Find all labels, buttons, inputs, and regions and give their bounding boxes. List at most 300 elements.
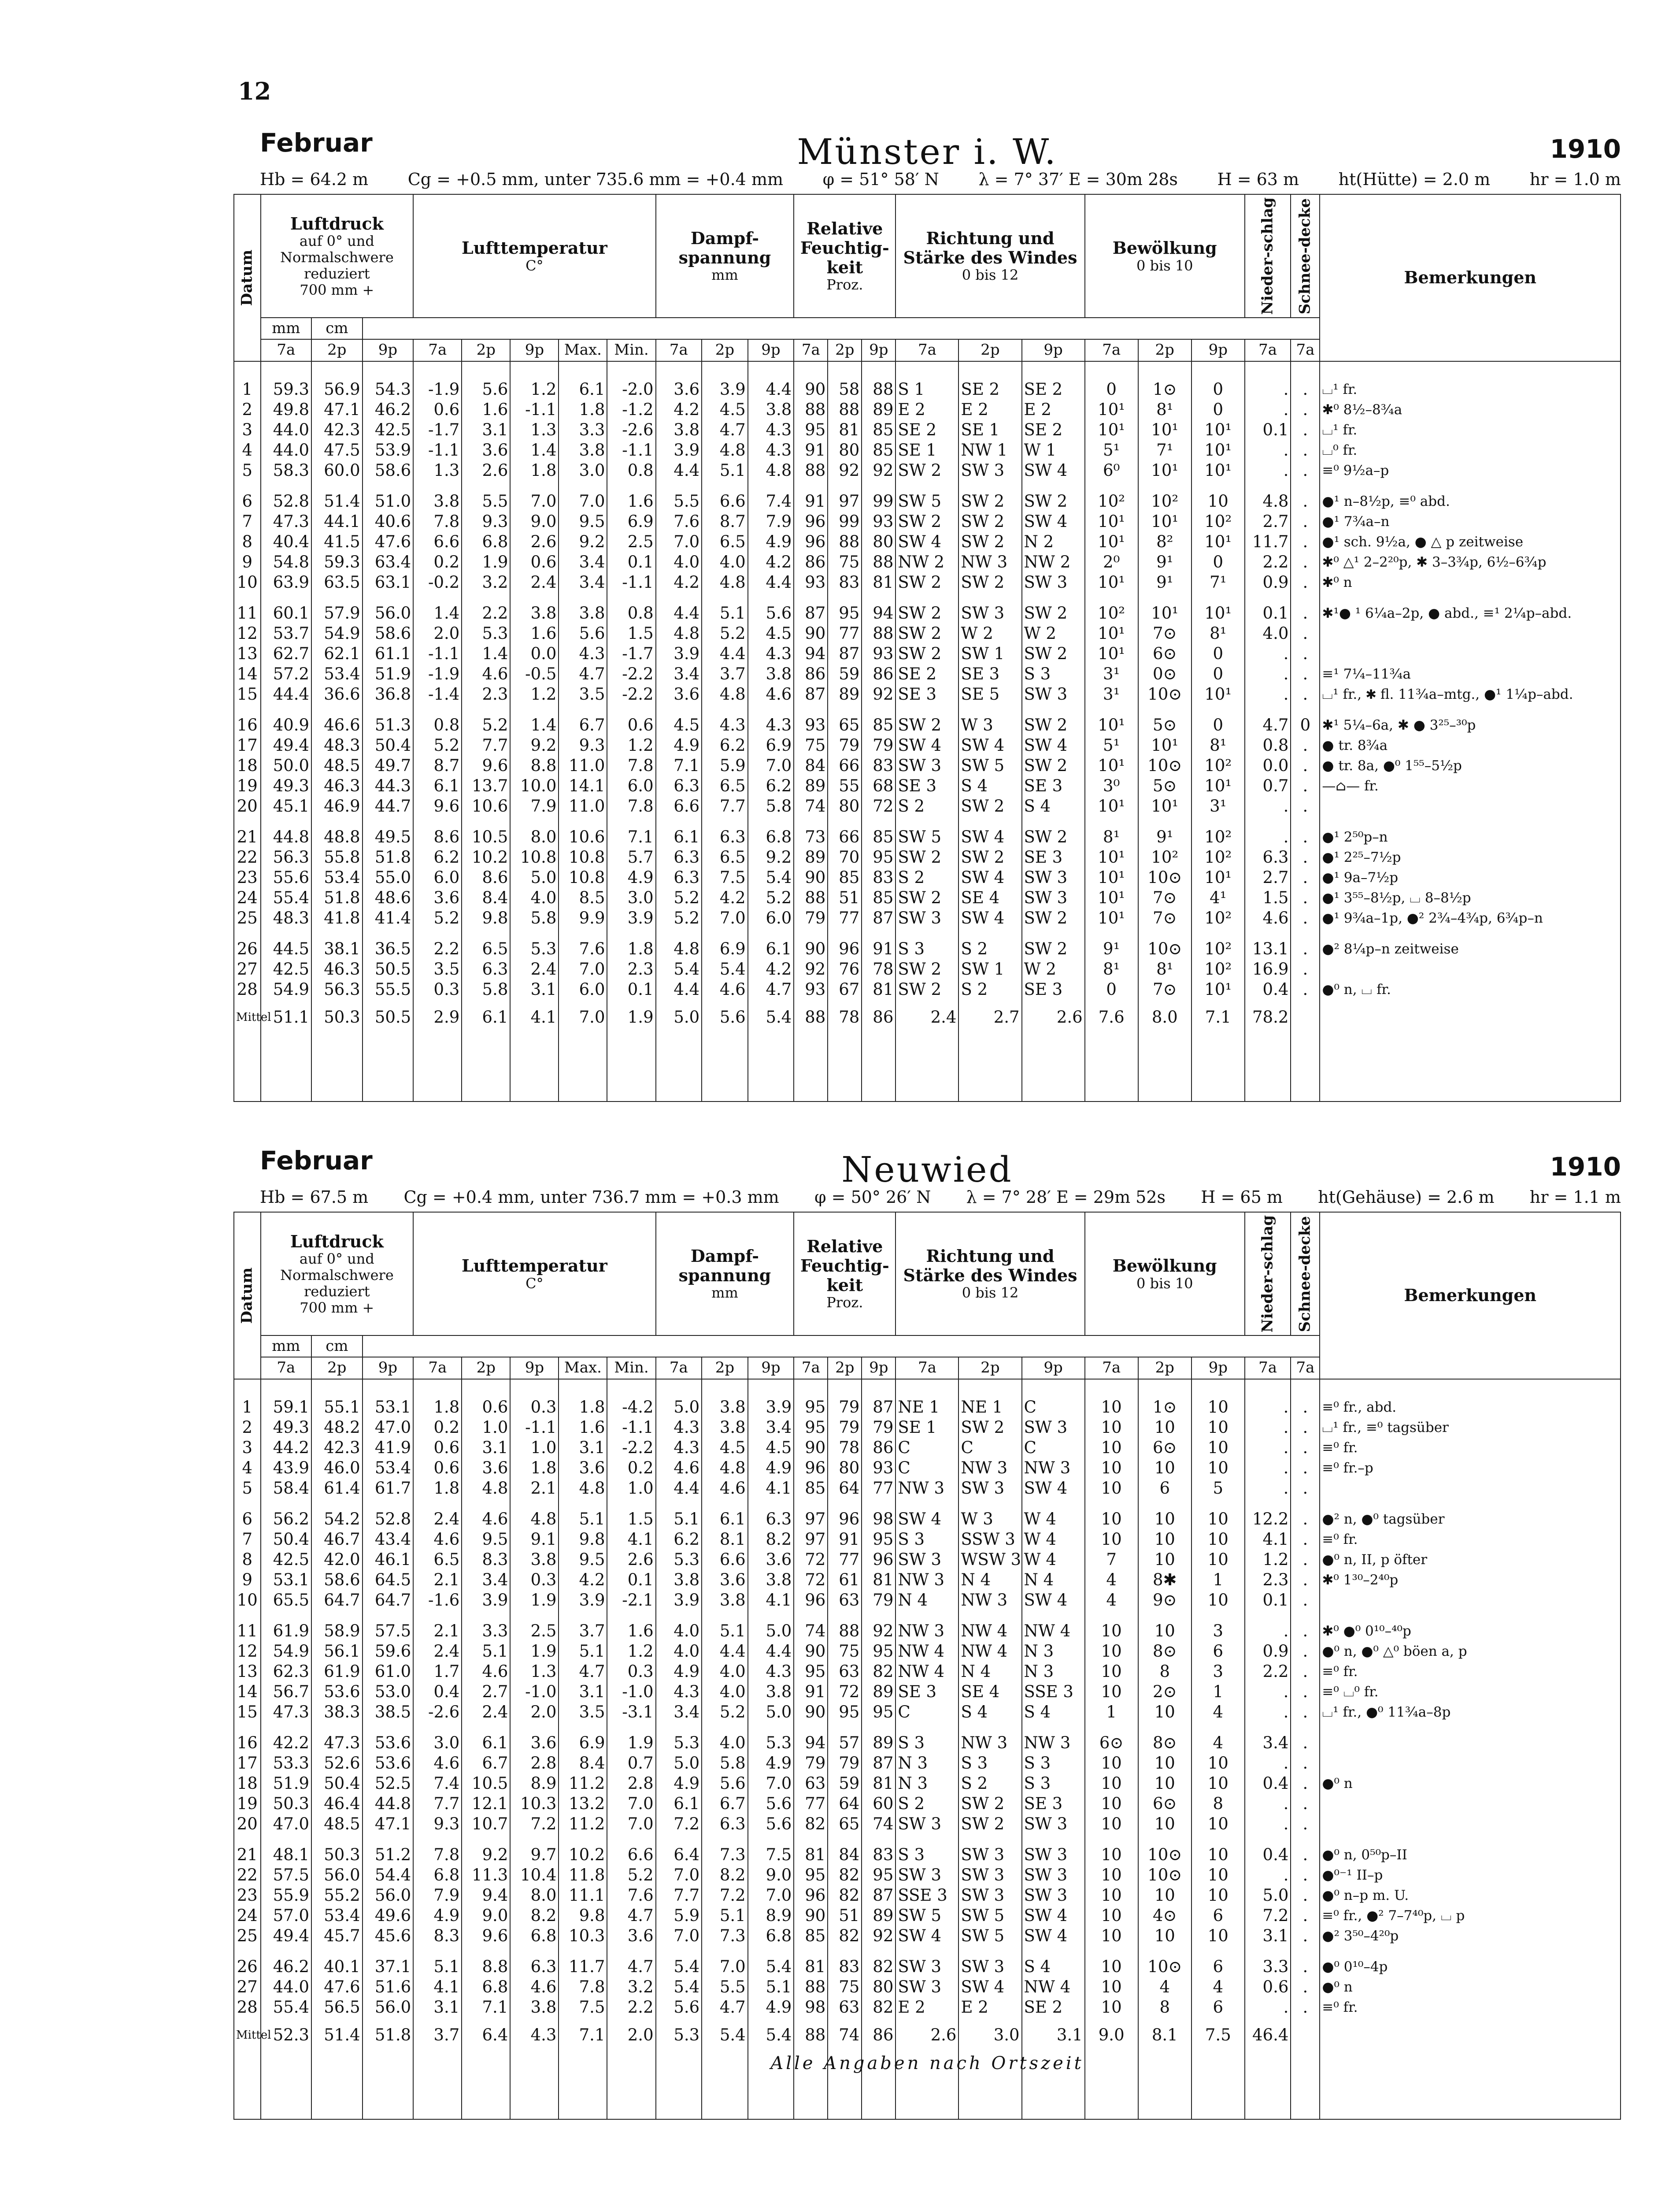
cell-pressure: 53.0 <box>363 1682 414 1702</box>
gap-cell <box>1291 816 1320 827</box>
filler-cell <box>828 1035 862 1102</box>
cell-wind: SE 3 <box>1022 847 1085 868</box>
cell-humidity: 90 <box>794 1906 828 1926</box>
gap-cell <box>559 481 607 491</box>
cell-cloud: 7⊙ <box>1138 908 1192 928</box>
cell-cloud: 10⊙ <box>1138 868 1192 888</box>
cell-date: 13 <box>234 1662 261 1682</box>
cell-pressure: 51.3 <box>363 715 414 735</box>
cell-temperature: 3.8 <box>559 440 607 460</box>
gap-cell <box>462 705 510 715</box>
cell-pressure: 49.3 <box>261 776 312 796</box>
gap-cell <box>702 481 748 491</box>
th-time-min: Min. <box>607 1357 655 1379</box>
cell-pressure: 56.1 <box>311 1641 363 1662</box>
cell-vapor: 3.6 <box>702 1570 748 1590</box>
gap-cell <box>261 1610 312 1621</box>
cell-pressure: 59.3 <box>261 361 312 400</box>
cell-vapor: 6.1 <box>656 827 702 847</box>
cell-wind: SE 5 <box>958 684 1021 705</box>
cell-pressure: 50.3 <box>311 1000 363 1035</box>
cell-pressure: 49.4 <box>261 735 312 756</box>
cell-vapor: 3.8 <box>748 1570 794 1590</box>
gap-cell <box>510 1834 559 1845</box>
cell-precipitation: 7.2 <box>1245 1906 1291 1926</box>
cell-humidity: 78 <box>862 959 896 979</box>
cell-humidity: 93 <box>794 572 828 593</box>
cell-snow: . <box>1291 644 1320 664</box>
cell-wind: 2.4 <box>896 1000 958 1035</box>
gap-cell <box>261 1722 312 1733</box>
cell-pressure: 52.3 <box>261 2018 312 2053</box>
cell-temperature: 0.6 <box>510 552 559 572</box>
cell-cloud: 8¹ <box>1192 735 1245 756</box>
cell-temperature: -1.4 <box>413 684 462 705</box>
cell-pressure: 53.4 <box>363 1458 414 1478</box>
cell-temperature: 4.3 <box>510 2018 559 2053</box>
cell-cloud: 10¹ <box>1085 715 1138 735</box>
cell-humidity: 61 <box>828 1570 862 1590</box>
cell-date: 3 <box>234 420 261 440</box>
cell-pressure: 64.7 <box>363 1590 414 1610</box>
cell-temperature: 7.0 <box>559 959 607 979</box>
cell-temperature: 5.1 <box>559 1509 607 1529</box>
cell-date: 7 <box>234 512 261 532</box>
cell-wind: SW 4 <box>958 868 1021 888</box>
cell-humidity: 94 <box>862 603 896 623</box>
gap-cell <box>234 1610 261 1621</box>
cell-humidity: 85 <box>794 1478 828 1498</box>
cell-vapor: 3.8 <box>748 664 794 684</box>
cell-precipitation: 2.7 <box>1245 512 1291 532</box>
cell-vapor: 4.6 <box>702 979 748 1000</box>
cell-pressure: 42.2 <box>261 1733 312 1753</box>
gap-cell <box>1138 593 1192 603</box>
cell-pressure: 47.3 <box>261 512 312 532</box>
cell-wind: SW 4 <box>958 908 1021 928</box>
cell-temperature: 2.8 <box>607 1773 655 1794</box>
cell-wind: SW 5 <box>896 491 958 512</box>
cell-humidity: 88 <box>794 460 828 481</box>
cell-cloud: 0 <box>1192 361 1245 400</box>
header-lufttemperatur: Lufttemperatur <box>462 237 607 258</box>
table-row <box>234 552 1621 572</box>
cell-snow: . <box>1291 756 1320 776</box>
th-time-t9: 9p <box>363 1357 414 1379</box>
cell-wind: NW 3 <box>896 1478 958 1498</box>
row-gap <box>234 1946 1621 1957</box>
cell-pressure: 57.9 <box>311 603 363 623</box>
cell-temperature: 6.9 <box>559 1733 607 1753</box>
cell-temperature: 1.9 <box>607 1733 655 1753</box>
cell-snow: . <box>1291 1621 1320 1641</box>
cell-temperature: 0.2 <box>413 1417 462 1438</box>
cell-date: 2 <box>234 400 261 420</box>
cell-remarks: ●² 3⁵⁰–4²⁰p <box>1320 1926 1621 1946</box>
filler-cell <box>1022 1035 1085 1102</box>
cell-wind: SE 3 <box>958 664 1021 684</box>
filler-cell <box>1291 1035 1320 1102</box>
cell-humidity: 95 <box>862 1865 896 1885</box>
header-row-groups <box>234 1212 1621 1335</box>
cell-snow: . <box>1291 664 1320 684</box>
cell-date: 11 <box>234 1621 261 1641</box>
cell-vapor: 5.8 <box>702 1753 748 1773</box>
cell-precipitation: 16.9 <box>1245 959 1291 979</box>
gap-cell <box>1192 816 1245 827</box>
gap-cell <box>794 928 828 939</box>
cell-wind: SW 3 <box>1022 572 1085 593</box>
cell-pressure: 51.8 <box>311 888 363 908</box>
cell-humidity: 57 <box>828 1733 862 1753</box>
cell-temperature: 5.2 <box>413 735 462 756</box>
cell-wind: C <box>958 1438 1021 1458</box>
cell-wind: NE 1 <box>958 1379 1021 1417</box>
cell-humidity: 79 <box>794 908 828 928</box>
cell-wind: N 4 <box>896 1590 958 1610</box>
cell-humidity: 85 <box>862 440 896 460</box>
cell-temperature: 7.8 <box>607 756 655 776</box>
cell-date: 15 <box>234 684 261 705</box>
gap-cell <box>462 928 510 939</box>
cell-temperature: 3.2 <box>607 1977 655 1997</box>
cell-vapor: 3.4 <box>748 1417 794 1438</box>
cell-wind: SSE 3 <box>1022 1682 1085 1702</box>
table-row <box>234 959 1621 979</box>
cell-vapor: 7.0 <box>656 532 702 552</box>
cell-temperature: 2.8 <box>510 1753 559 1773</box>
th-time-t9: 9p <box>862 339 896 361</box>
gap-cell <box>510 1722 559 1733</box>
th-time-t7: 7a <box>656 339 702 361</box>
cell-cloud: 10 <box>1192 1529 1245 1550</box>
cell-temperature: 2.0 <box>510 1702 559 1722</box>
cell-precipitation: . <box>1245 400 1291 420</box>
cell-vapor: 4.3 <box>748 1662 794 1682</box>
cell-cloud: 4¹ <box>1192 888 1245 908</box>
cell-pressure: 57.5 <box>363 1621 414 1641</box>
cell-temperature: 3.1 <box>559 1682 607 1702</box>
cell-pressure: 51.9 <box>261 1773 312 1794</box>
gap-cell <box>828 1610 862 1621</box>
cell-snow: . <box>1291 1926 1320 1946</box>
cell-pressure: 41.5 <box>311 532 363 552</box>
th-time-t2: 2p <box>828 339 862 361</box>
cell-temperature: 4.8 <box>559 1478 607 1498</box>
gap-cell <box>559 1946 607 1957</box>
year-label: 1910 <box>1550 134 1621 164</box>
cell-cloud: 7⊙ <box>1138 979 1192 1000</box>
cell-humidity: 95 <box>794 420 828 440</box>
gap-cell <box>1245 816 1291 827</box>
cell-humidity: 51 <box>828 888 862 908</box>
cell-cloud: 10 <box>1085 1621 1138 1641</box>
cell-wind: N 2 <box>1022 532 1085 552</box>
cell-humidity: 88 <box>862 361 896 400</box>
cell-temperature: -2.6 <box>607 420 655 440</box>
cell-cloud: 10¹ <box>1085 512 1138 532</box>
filler-cell <box>510 1035 559 1102</box>
cell-humidity: 95 <box>862 1529 896 1550</box>
cell-remarks: ●¹ 7¾a–n <box>1320 512 1621 532</box>
cell-temperature: 1.0 <box>462 1417 510 1438</box>
station-parameter: λ = 7° 37′ E = 30m 28s <box>978 170 1178 189</box>
cell-pressure: 49.7 <box>363 756 414 776</box>
cell-snow: . <box>1291 623 1320 644</box>
cell-cloud: 6 <box>1192 1957 1245 1977</box>
cell-temperature: 7.9 <box>510 796 559 816</box>
cell-wind: S 3 <box>1022 664 1085 684</box>
cell-remarks: ●⁰ n, ⌴ fr. <box>1320 979 1621 1000</box>
gap-cell <box>1245 1834 1291 1845</box>
cell-vapor: 4.2 <box>656 572 702 593</box>
table-row <box>234 1865 1621 1885</box>
cell-cloud: 10¹ <box>1085 532 1138 552</box>
gap-cell <box>958 1610 1021 1621</box>
cell-humidity: 96 <box>794 1458 828 1478</box>
cell-cloud: 10 <box>1085 1845 1138 1865</box>
gap-cell <box>1085 593 1138 603</box>
table-row <box>234 512 1621 532</box>
header-luftdruck_sub: auf 0° und Normalschwere reduziert <box>280 1250 394 1300</box>
year-label: 1910 <box>1550 1152 1621 1182</box>
cell-temperature: 1.5 <box>607 623 655 644</box>
cell-humidity: 87 <box>794 684 828 705</box>
cell-temperature: 1.2 <box>510 684 559 705</box>
th-time-t7: 7a <box>413 1357 462 1379</box>
cell-humidity: 78 <box>828 1438 862 1458</box>
gap-cell <box>794 816 828 827</box>
gap-cell <box>1192 928 1245 939</box>
cell-humidity: 95 <box>794 1379 828 1417</box>
cell-temperature: 0.3 <box>607 1662 655 1682</box>
cell-temperature: 1.8 <box>510 460 559 481</box>
cell-precipitation: 0.1 <box>1245 1590 1291 1610</box>
table-row <box>234 460 1621 481</box>
header-dampf_unit: mm <box>711 267 738 284</box>
th-time-t7: 7a <box>1245 1357 1291 1379</box>
cell-date: 17 <box>234 1753 261 1773</box>
station-parameter: φ = 51° 58′ N <box>822 170 939 189</box>
table-row <box>234 776 1621 796</box>
cell-pressure: 48.6 <box>363 888 414 908</box>
cell-temperature: 0.7 <box>607 1753 655 1773</box>
gap-cell <box>1245 593 1291 603</box>
cell-wind: SW 4 <box>1022 1906 1085 1926</box>
cell-temperature: 5.8 <box>510 908 559 928</box>
cell-temperature: 5.3 <box>462 623 510 644</box>
cell-pressure: 60.1 <box>261 603 312 623</box>
table-row <box>234 1529 1621 1550</box>
gap-cell <box>1320 1946 1621 1957</box>
cell-snow: . <box>1291 1702 1320 1722</box>
cell-wind: SW 2 <box>896 644 958 664</box>
cell-cloud: 10 <box>1138 1773 1192 1794</box>
cell-temperature: 8.0 <box>510 1885 559 1906</box>
table-row-mean <box>234 2018 1621 2053</box>
cell-humidity: 63 <box>828 1997 862 2018</box>
header-feuchte: Relative Feuchtig-keit <box>800 219 889 277</box>
cell-humidity: 90 <box>794 939 828 959</box>
station-parameter: Cg = +0.4 mm, unter 736.7 mm = +0.3 mm <box>403 1187 779 1207</box>
header-row-groups <box>234 194 1621 318</box>
cell-vapor: 5.4 <box>702 959 748 979</box>
cell-wind: SW 3 <box>958 1885 1021 1906</box>
cell-wind: SW 4 <box>896 532 958 552</box>
cell-vapor: 3.8 <box>748 1682 794 1702</box>
cell-temperature: 3.4 <box>559 552 607 572</box>
cell-pressure: 53.4 <box>311 664 363 684</box>
observation-table <box>233 1212 1621 2120</box>
cell-precipitation: 0.6 <box>1245 1977 1291 1997</box>
gap-cell <box>1192 481 1245 491</box>
cell-temperature: 5.1 <box>462 1641 510 1662</box>
filler-cell <box>413 1035 462 1102</box>
cell-cloud: 5¹ <box>1085 440 1138 460</box>
row-gap <box>234 593 1621 603</box>
cell-pressure: 44.5 <box>261 939 312 959</box>
cell-vapor: 9.0 <box>748 1865 794 1885</box>
cell-humidity: 92 <box>862 684 896 705</box>
cell-snow: . <box>1291 908 1320 928</box>
cell-pressure: 41.8 <box>311 908 363 928</box>
cell-temperature: -2.2 <box>607 664 655 684</box>
cell-wind: S 2 <box>958 979 1021 1000</box>
cell-temperature: 11.2 <box>559 1814 607 1834</box>
cell-date: 27 <box>234 959 261 979</box>
cell-cloud: 10² <box>1138 847 1192 868</box>
cell-cloud: 8✱ <box>1138 1570 1192 1590</box>
cell-temperature: 10.6 <box>559 827 607 847</box>
table-row <box>234 1702 1621 1722</box>
cell-pressure: 44.3 <box>363 776 414 796</box>
gap-cell <box>1138 928 1192 939</box>
cell-cloud: 10 <box>1085 1814 1138 1834</box>
cell-snow: . <box>1291 400 1320 420</box>
cell-temperature: 5.8 <box>462 979 510 1000</box>
cell-vapor: 3.8 <box>656 420 702 440</box>
cell-wind: SW 2 <box>896 959 958 979</box>
cell-cloud: 10 <box>1085 1379 1138 1417</box>
cell-cloud: 10⊙ <box>1138 939 1192 959</box>
cell-precipitation: . <box>1245 827 1291 847</box>
table-row <box>234 491 1621 512</box>
table-row <box>234 572 1621 593</box>
cell-temperature: 7.1 <box>462 1997 510 2018</box>
gap-cell <box>510 1498 559 1509</box>
cell-humidity: 88 <box>794 888 828 908</box>
th-time-max: Max. <box>559 1357 607 1379</box>
cell-vapor: 5.9 <box>702 756 748 776</box>
cell-pressure: 49.3 <box>261 1417 312 1438</box>
cell-pressure: 57.5 <box>261 1865 312 1885</box>
cell-vapor: 4.4 <box>656 460 702 481</box>
table-body <box>234 1379 1621 2119</box>
cell-cloud: 10⊙ <box>1138 1865 1192 1885</box>
cell-pressure: 46.2 <box>261 1957 312 1977</box>
cell-temperature: 3.6 <box>462 440 510 460</box>
cell-temperature: 8.7 <box>413 756 462 776</box>
cell-pressure: 42.3 <box>311 420 363 440</box>
cell-wind: SW 3 <box>1022 1885 1085 1906</box>
cell-cloud: 10 <box>1192 1773 1245 1794</box>
cell-wind: N 3 <box>1022 1662 1085 1682</box>
cell-pressure: 53.6 <box>363 1733 414 1753</box>
cell-vapor: 4.0 <box>702 1662 748 1682</box>
cell-cloud: 10² <box>1085 603 1138 623</box>
cell-cloud: 10 <box>1085 1682 1138 1702</box>
cell-temperature: -0.5 <box>510 664 559 684</box>
th-time-t9: 9p <box>1192 1357 1245 1379</box>
header-feuchte_unit: Proz. <box>826 276 863 293</box>
cell-vapor: 3.8 <box>748 400 794 420</box>
gap-cell <box>958 1946 1021 1957</box>
cell-pressure: 44.1 <box>311 512 363 532</box>
cell-humidity: 92 <box>828 460 862 481</box>
cell-temperature: 4.1 <box>510 1000 559 1035</box>
gap-cell <box>1085 1498 1138 1509</box>
cell-pressure: 55.4 <box>261 888 312 908</box>
th-time-t9: 9p <box>363 339 414 361</box>
gap-cell <box>896 1722 958 1733</box>
gap-cell <box>896 928 958 939</box>
table-row <box>234 1977 1621 1997</box>
cell-cloud: 10 <box>1138 1550 1192 1570</box>
cell-temperature: 3.0 <box>413 1733 462 1753</box>
cell-humidity: 65 <box>828 715 862 735</box>
cell-pressure: 61.0 <box>363 1662 414 1682</box>
gap-cell <box>748 1498 794 1509</box>
cell-humidity: 73 <box>794 827 828 847</box>
cell-temperature: 1.6 <box>510 623 559 644</box>
cell-humidity: 89 <box>862 1733 896 1753</box>
cell-vapor: 3.9 <box>702 361 748 400</box>
cell-humidity: 77 <box>862 1478 896 1498</box>
cell-temperature: 0.2 <box>607 1458 655 1478</box>
cell-snow: . <box>1291 1733 1320 1753</box>
cell-cloud: 8 <box>1138 1662 1192 1682</box>
gap-cell <box>261 705 312 715</box>
gap-cell <box>413 1498 462 1509</box>
cell-pressure: 57.2 <box>261 664 312 684</box>
cell-cloud: 7⊙ <box>1138 623 1192 644</box>
cell-cloud: 10¹ <box>1085 796 1138 816</box>
cell-vapor: 7.1 <box>656 756 702 776</box>
cell-pressure: 42.3 <box>311 1438 363 1458</box>
table-row <box>234 684 1621 705</box>
cell-wind: SW 3 <box>958 1845 1021 1865</box>
cell-humidity: 80 <box>862 532 896 552</box>
cell-remarks <box>1320 1000 1621 1035</box>
cell-wind: SW 3 <box>1022 684 1085 705</box>
cell-temperature: 1.4 <box>510 715 559 735</box>
cell-precipitation: . <box>1245 460 1291 481</box>
gap-cell <box>607 481 655 491</box>
cell-temperature: 4.6 <box>462 1509 510 1529</box>
filler-cell <box>1245 1035 1291 1102</box>
cell-snow: . <box>1291 1438 1320 1458</box>
cell-snow: . <box>1291 512 1320 532</box>
cell-cloud: 10 <box>1085 1478 1138 1498</box>
cell-temperature: 4.6 <box>413 1529 462 1550</box>
cell-temperature: 0.1 <box>607 979 655 1000</box>
cell-humidity: 74 <box>794 796 828 816</box>
cell-pressure: 47.6 <box>311 1977 363 1997</box>
th-schnee-unit: cm <box>311 1335 363 1357</box>
cell-wind: SW 3 <box>896 1977 958 1997</box>
cell-vapor: 5.4 <box>656 959 702 979</box>
cell-cloud: 6 <box>1192 1641 1245 1662</box>
